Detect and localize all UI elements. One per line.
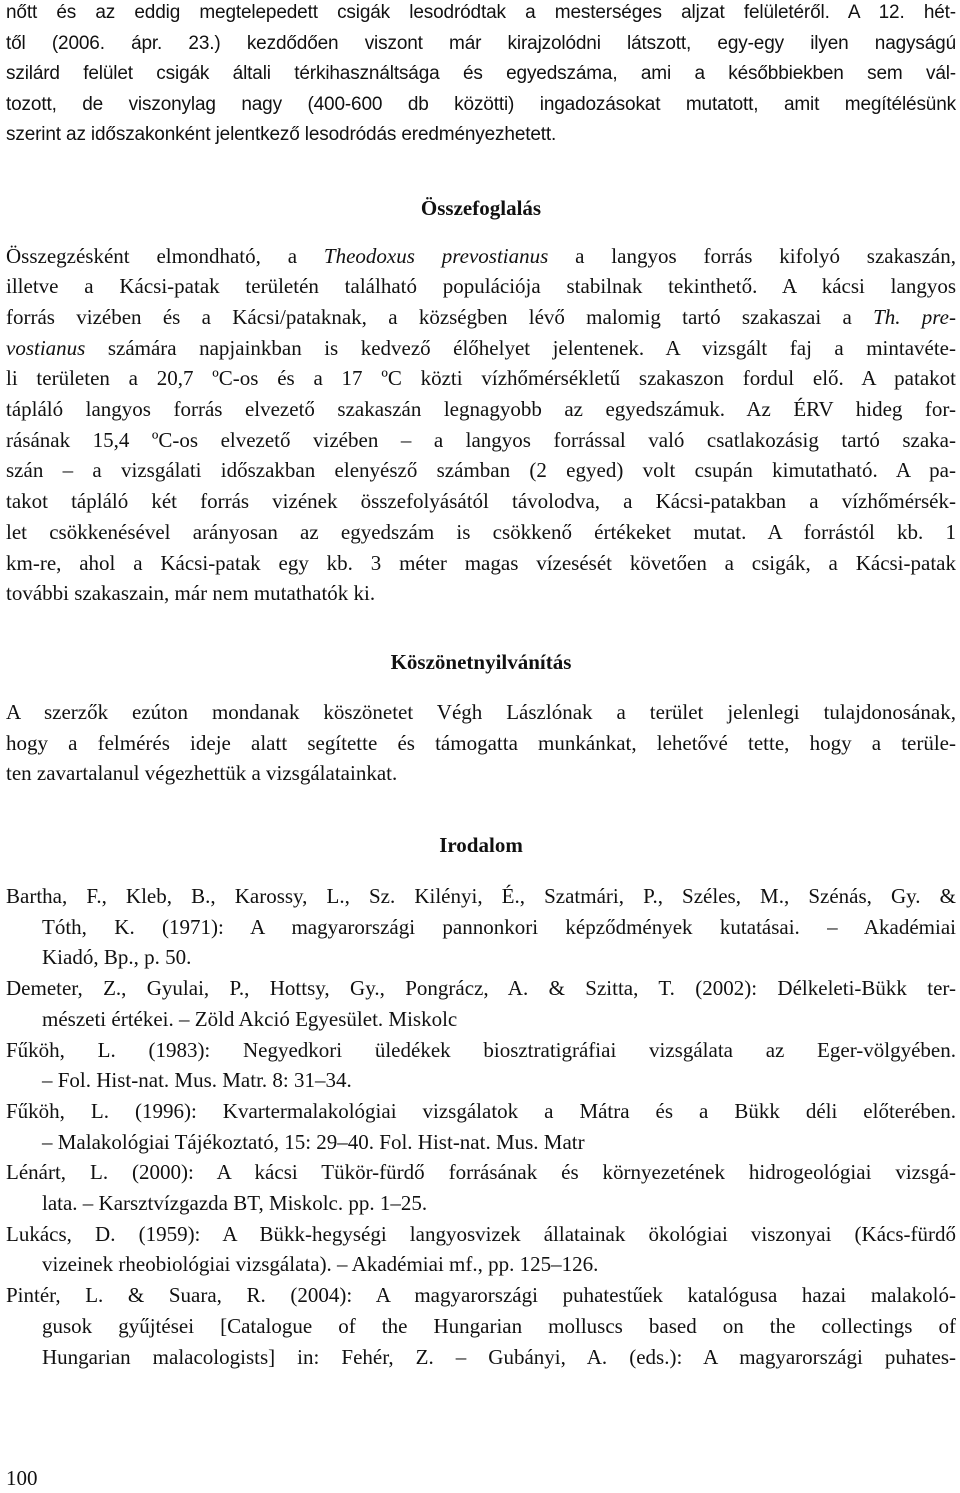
text-line: től (2006. ápr. 23.) kezdődően viszont már kirajzolódni látszott, egy-egy ilyen nagyságú [6,32,956,54]
text-line: takot tápláló két forrás vizének összefolyásától távolodva, a Kácsi-patakban a vízhőmérsék- [6,489,956,514]
text-line: A szerzők ezúton mondanak köszönetet Végh Lászlónak a terület jelenlegi tulajdonosának, [6,699,956,724]
text-line: let csökkenésével arányosan az egyedszám is csökkenő értékeket mutat. A forrástól kb. 1 [6,519,956,544]
reference-line: Fűköh, L. (1996): Kvartermalakológiai vizsgálatok a Mátra és a Bükk déli előterében. [6,1098,956,1123]
text-line: illetve a Kácsi-patak területén található populációja stabilnak tekinthető. A kácsi langyos [6,274,956,299]
reference-line: Bartha, F., Kleb, B., Karossy, L., Sz. Kilényi, É., Szatmári, P., Széles, M., Szénás, Gy. & [6,884,956,909]
reference-line: Fűköh, L. (1983): Negyedkori üledékek biosztratigráfiai vizsgálata az Eger-völgyében. [6,1037,956,1062]
text-line: rásának 15,4 ºC-os elvezető vizében – a langyos forrással való csatlakozásig tartó szaka- [6,427,956,452]
text-line: forrás vizében és a Kácsi/pataknak, a községben lévő malomig tartó szakaszai a Th. pre- [6,304,957,329]
text-line: szán – a vizsgálati időszakban elenyésző számban (2 egyed) volt csupán kimutatható. A pa- [6,458,956,483]
section-heading-acknowledgement: Köszönetnyilvánítás [390,649,572,674]
text-line: ten zavartalanul végezhettük a vizsgálatainkat. [6,761,398,786]
reference-line: – Malakológiai Tájékoztató, 15: 29–40. Fol. Hist-nat. Mus. Matr [42,1129,585,1154]
reference-item [6,1219,956,1280]
reference-line: Lénárt, L. (2000): A kácsi Tükör-fürdő forrásának és környezetének hidrogeológiai vizsgá- [6,1160,956,1185]
reference-line: gusok gyűjtései [Catalogue of the Hungarian molluscs based on the collectings of [42,1313,956,1338]
reference-line: vizeinek rheobiológiai vizsgálata). – Akadémiai mf., pp. 125–126. [42,1252,599,1277]
reference-item [6,1280,956,1372]
acknowledgement-paragraph [6,697,956,789]
page-number: 100 [6,1466,38,1490]
text-line: tozott, de viszonylag nagy (400-600 db közötti) ingadozásokat mutatott, amit megítélésünk [6,93,956,115]
reference-line: Pintér, L. & Suara, R. (2004): A magyarországi puhatestűek katalógusa hazai malakoló- [6,1283,956,1308]
reference-line: mészeti értékei. – Zöld Akció Egyesület. Miskolc [42,1006,458,1031]
summary-paragraph [6,241,956,609]
reference-item [6,881,956,973]
text-line: szilárd felület csigák általi térkihasználtsága és egyedszáma, ami a későbbiekben sem vál- [6,63,956,84]
reference-line: Lukács, D. (1959): A Bükk-hegységi langyosvizek állatainak ökológiai viszonyai (Kács-fürdő [6,1221,956,1246]
text-line: vostianus számára napjainkban is kedvező élőhelyet jelentenek. A vizsgált faj a mintavéte- [6,335,956,360]
text-line: nőtt és az eddig megtelepedett csigák lesodródtak a mesterséges aljzat felületéről. A 12. hét- [6,2,956,23]
text-line: további szakaszain, már nem mutathatók ki. [6,581,376,606]
text-line: hogy a felmérés ideje alatt segítette és támogatta munkánkat, lehetővé tette, hogy a terüle- [6,730,956,755]
section-heading-references: Irodalom [439,833,523,858]
reference-item [6,1157,956,1218]
reference-line: Kiadó, Bp., p. 50. [42,945,192,970]
reference-item [6,973,956,1034]
reference-line: Demeter, Z., Gyulai, P., Hottsy, Gy., Pongrácz, A. & Szitta, T. (2002): Délkeleti-Bükk ter- [6,976,956,1001]
reference-line: lata. – Karsztvízgazda BT, Miskolc. pp. 1–25. [42,1191,428,1216]
reference-list [6,881,956,1372]
reference-item [6,1035,956,1096]
text-line: Összegzésként elmondható, a Theodoxus prevostianus a langyos forrás kifolyó szakaszán, [6,243,956,268]
reference-line: Hungarian malacologists] in: Fehér, Z. – Gubányi, A. (eds.): A magyarországi puhates- [42,1344,956,1369]
text-line: szerint az időszakonként jelentkező lesodródás eredményezhetett. [6,124,557,145]
text-line: li területen a 20,7 ºC-os és a 17 ºC közti vízhőmérsékletű szakaszon fordul elő. A patakot [6,366,956,391]
intro-paragraph [6,0,956,151]
page [6,0,956,1372]
reference-item [6,1096,956,1157]
reference-line: Tóth, K. (1971): A magyarországi pannonkori képződmények kutatásai. – Akadémiai [42,914,956,939]
section-heading-summary: Összefoglalás [420,195,542,220]
reference-line: – Fol. Hist-nat. Mus. Matr. 8: 31–34. [42,1068,352,1093]
text-line: tápláló langyos forrás elvezető szakaszán legnagyobb az egyedszámuk. Az ÉRV hideg for- [6,397,956,422]
text-line: km-re, ahol a Kácsi-patak egy kb. 3 méter magas vízesését követően a csigák, a Kácsi-patak [6,550,956,575]
